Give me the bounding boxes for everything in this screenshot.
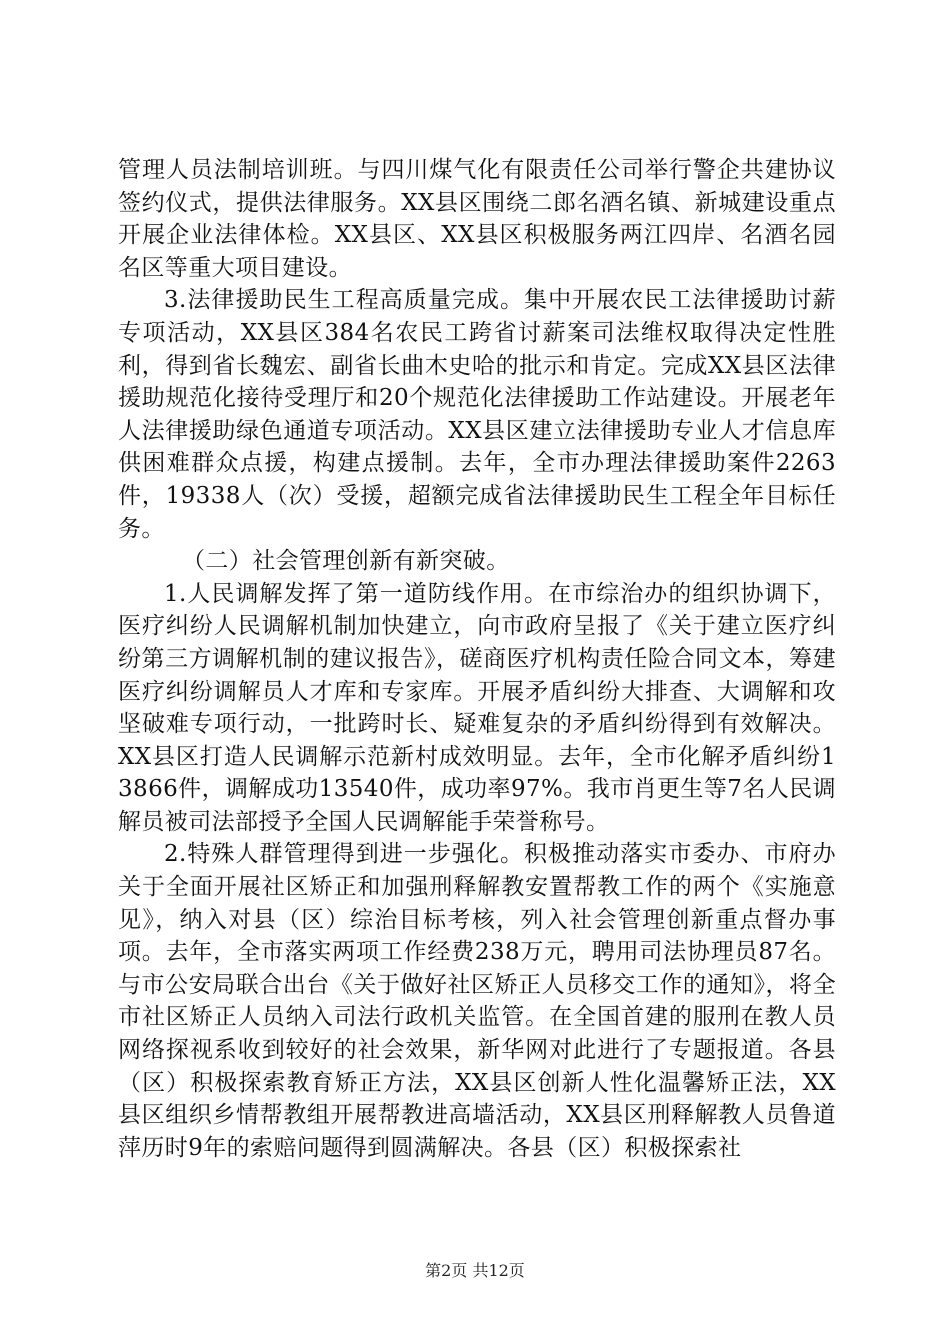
section-heading-social-management: （二）社会管理创新有新突破。 [182,548,510,575]
paragraph-legal-aid: 3.法律援助民生工程高质量完成。集中开展农民工法律援助讨薪专项活动，XX县区384名农民工跨省讨薪案司法维权取得决定性胜利，得到省长魏宏、副省长曲木史哈的批示和肯定。完成XX县区法律援助规范化接待受理厅和20个规范化法律援助工作站建设。开展老年人法律援助绿色通道专项活动。XX县区建立法律援助专业人才信息库供困难群众点援，构建点援制。去年，全市办理法律援助案件2263件，19338人（次）受援，超额完成省法律援助民生工程全年目标任务。 [118,287,836,542]
page-number-footer: 第2页 共12页 [425,1261,525,1280]
paragraph-special-groups: 2.特殊人群管理得到进一步强化。积极推动落实市委办、市府办关于全面开展社区矫正和加强刑释解教安置帮教工作的两个《实施意见》，纳入对县（区）综治目标考核，列入社会管理创新重点督办事项。去年，全市落实两项工作经费238万元，聘用司法协理员87名。与市公安局联合出台《关于做好社区矫正人员移交工作的通知》，将全市社区矫正人员纳入司法行政机关监管。在全国首建的服刑在教人员网络探视系收到较好的社会效果，新华网对此进行了专题报道。各县（区）积极探索教育矫正方法，XX县区创新人性化温馨矫正法，XX县区组织乡情帮教组开展帮教进高墙活动，XX县区刑释解教人员鲁道萍历时9年的索赔问题得到圆满解决。各县（区）积极探索社 [118,841,836,1161]
paragraph-people-mediation: 1.人民调解发挥了第一道防线作用。在市综治办的组织协调下，医疗纠纷人民调解机制加快建立，向市政府呈报了《关于建立医疗纠纷第三方调解机制的建议报告》，磋商医疗机构责任险合同文本，筹建医疗纠纷调解员人才库和专家库。开展矛盾纠纷大排查、大调解和攻坚破难专项行动，一批跨时长、疑难复杂的矛盾纠纷得到有效解决。XX县区打造人民调解示范新村成效明显。去年，全市化解矛盾纠纷13866件，调解成功13540件，成功率97%。我市肖更生等7名人民调解员被司法部授予全国人民调解能手荣誉称号。 [118,580,836,835]
paragraph-continuation: 管理人员法制培训班。与四川煤气化有限责任公司举行警企共建协议签约仪式，提供法律服务。XX县区围绕二郎名酒名镇、新城建设重点开展企业法律体检。XX县区、XX县区积极服务两江四岸、名酒名园名区等重大项目建设。 [118,157,836,281]
document-body [118,154,836,1164]
